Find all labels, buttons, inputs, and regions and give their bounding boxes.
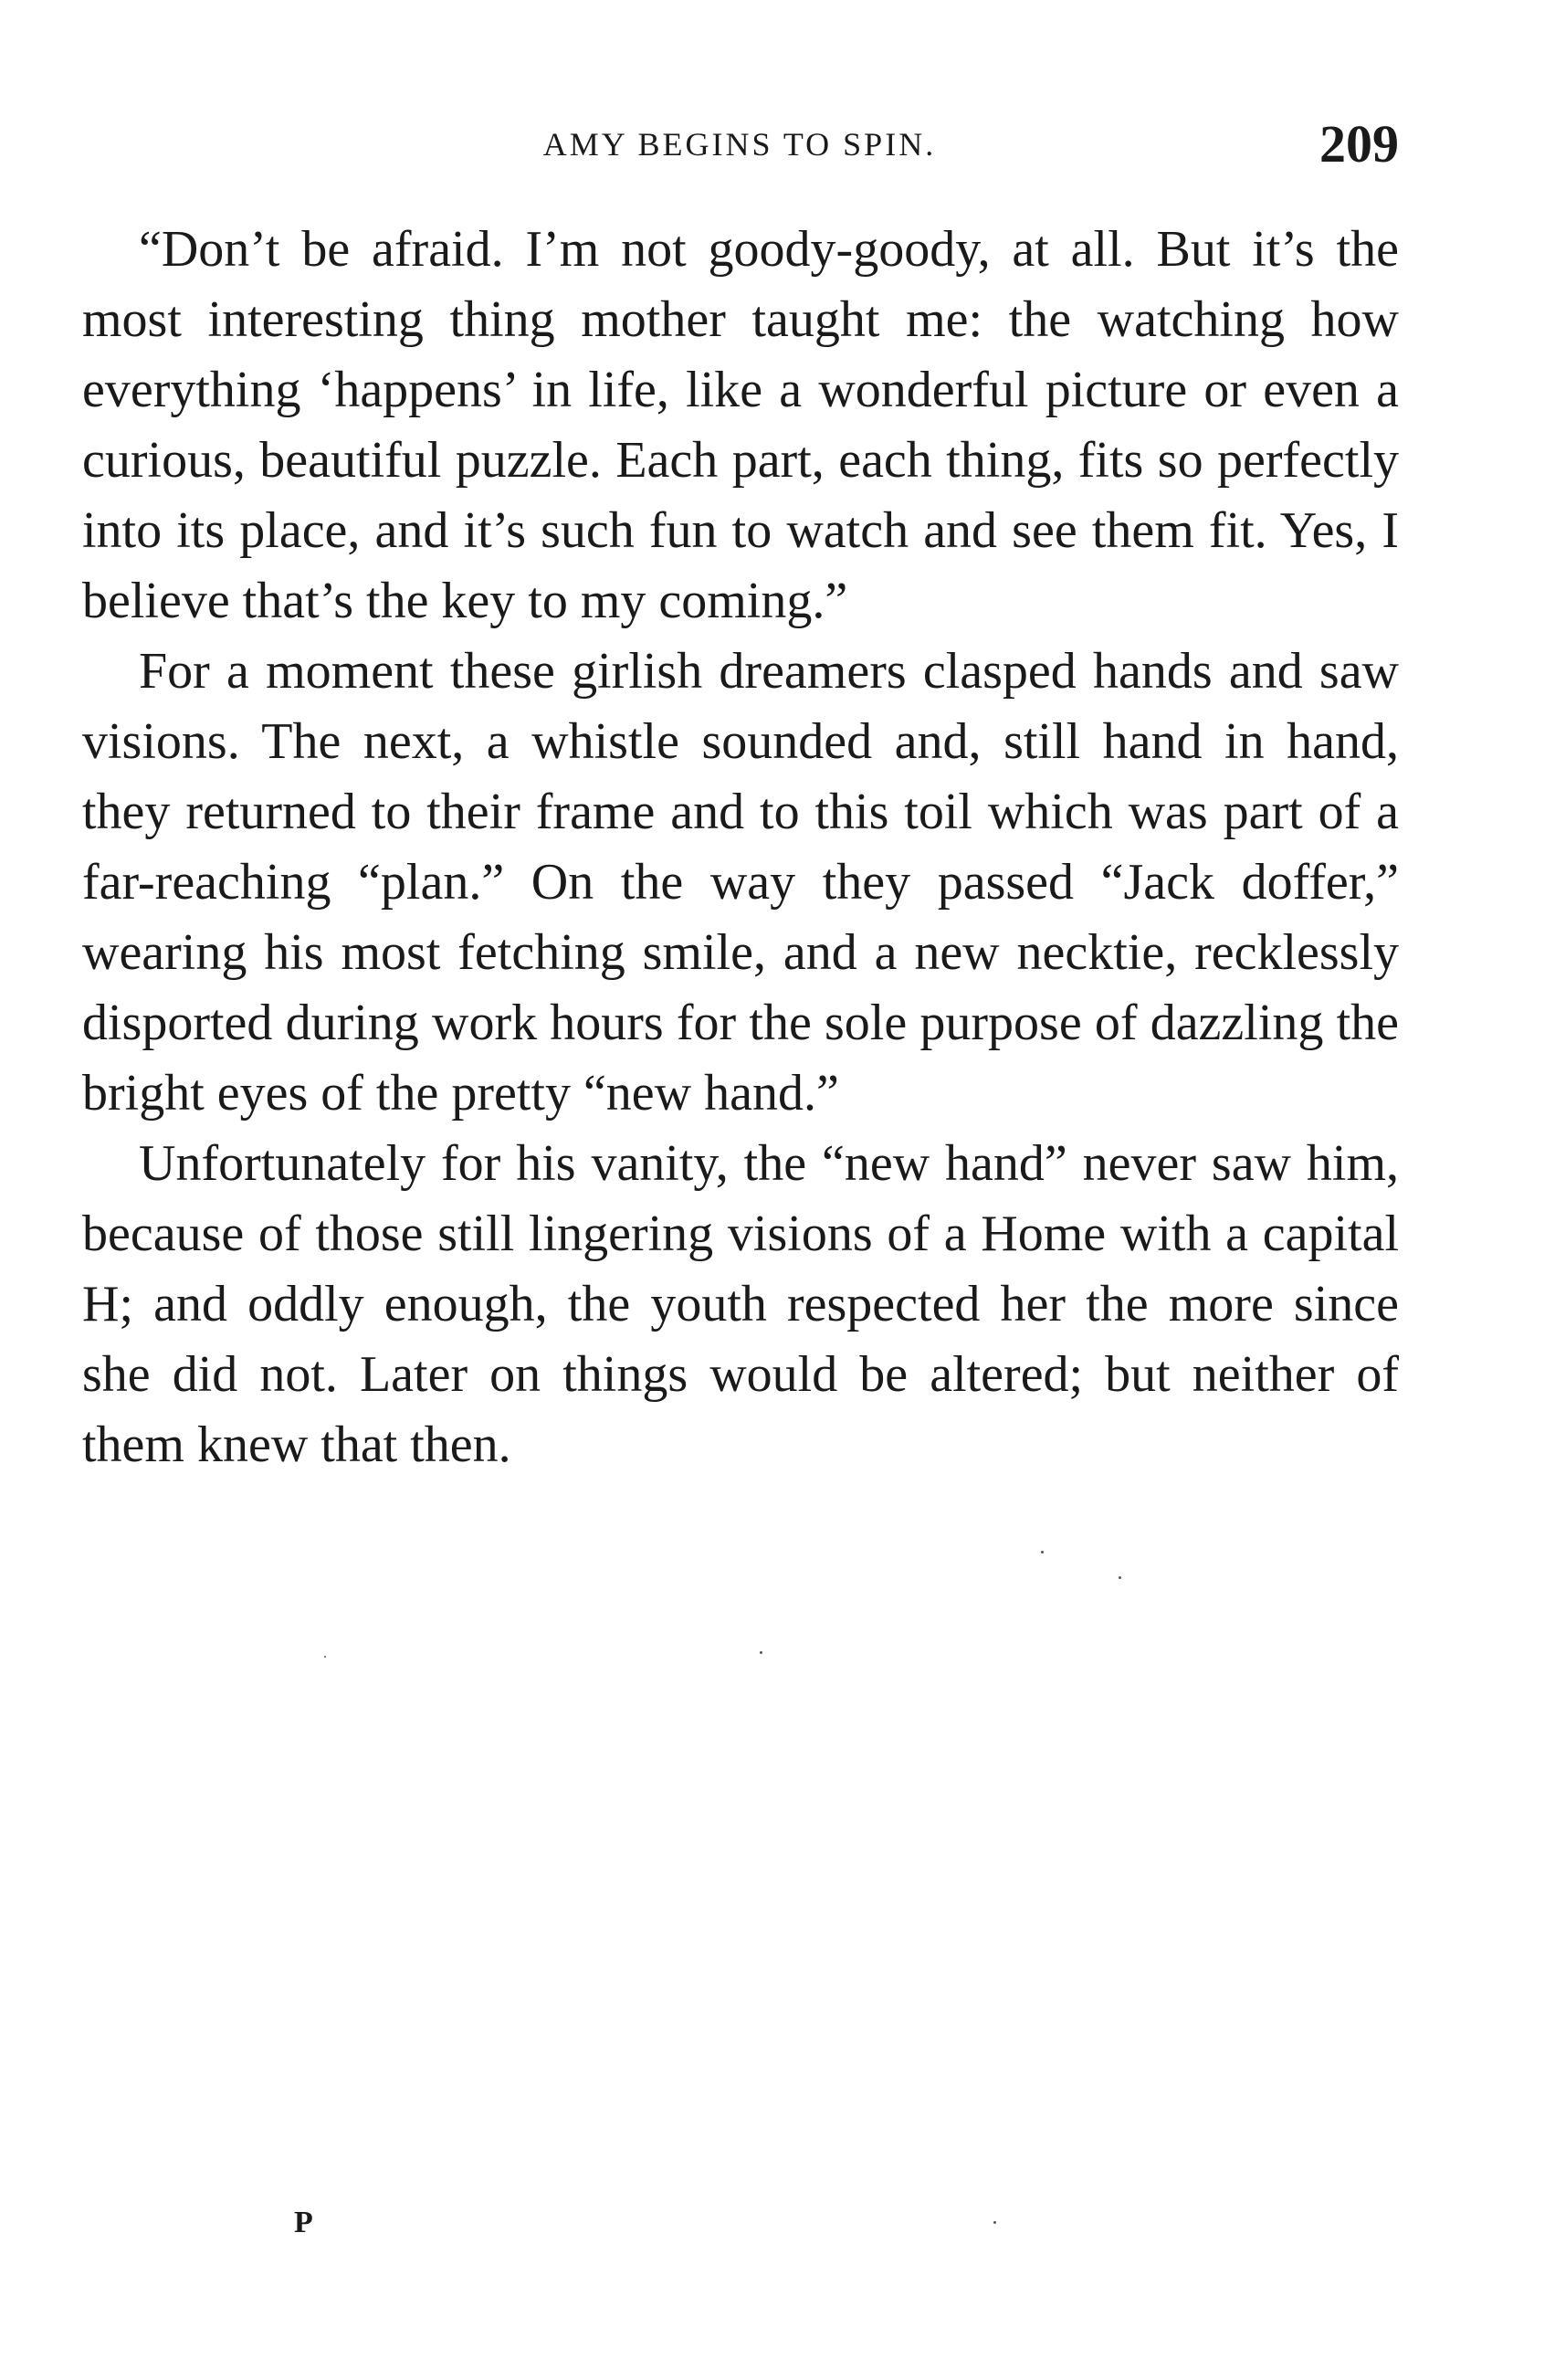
paragraph-dialogue: “Don’t be afraid. I’m not goody-goody, at all. But it’s the most interesting thing mother taught me: the watching how everything ‘happens’ in life, like a wonderful picture or even a curious, beautiful puzzle. Each part, each thing, fits so perfectly into its place, and it’s such fun to watch and see them fit. Yes, I believe that’s the key to my coming.”	[82, 221, 1399, 629]
paper-speck	[1119, 1576, 1121, 1579]
paper-speck	[993, 2221, 996, 2224]
paper-speck	[324, 1656, 326, 1658]
paragraph-new-hand: Unfortunately for his vanity, the “new hand” never saw him, because of those still lingering visions of a Home with a capital H; and oddly enough, the youth respected her the more since she did not. Later on things would be altered; but neither of them knew that then.	[82, 1135, 1399, 1473]
body-text	[82, 215, 1399, 1480]
printer-signature-mark: P	[294, 2206, 313, 2239]
running-title: AMY BEGINS TO SPIN.	[542, 126, 937, 163]
running-head	[82, 114, 1399, 181]
paragraph-dreamers: For a moment these girlish dreamers clasped hands and saw visions. The next, a whistle sounded and, still hand in hand, they returned to their frame and to this toil which was part of a far-reaching “plan.” On the way they passed “Jack doffer,” wearing his most fetching smile, and a new necktie, recklessly disported during work hours for the sole purpose of dazzling the bright eyes of the pretty “new hand.”	[82, 643, 1399, 1122]
paper-speck	[1041, 1551, 1044, 1553]
paper-speck	[760, 1651, 762, 1654]
page-number: 209	[1319, 114, 1399, 174]
